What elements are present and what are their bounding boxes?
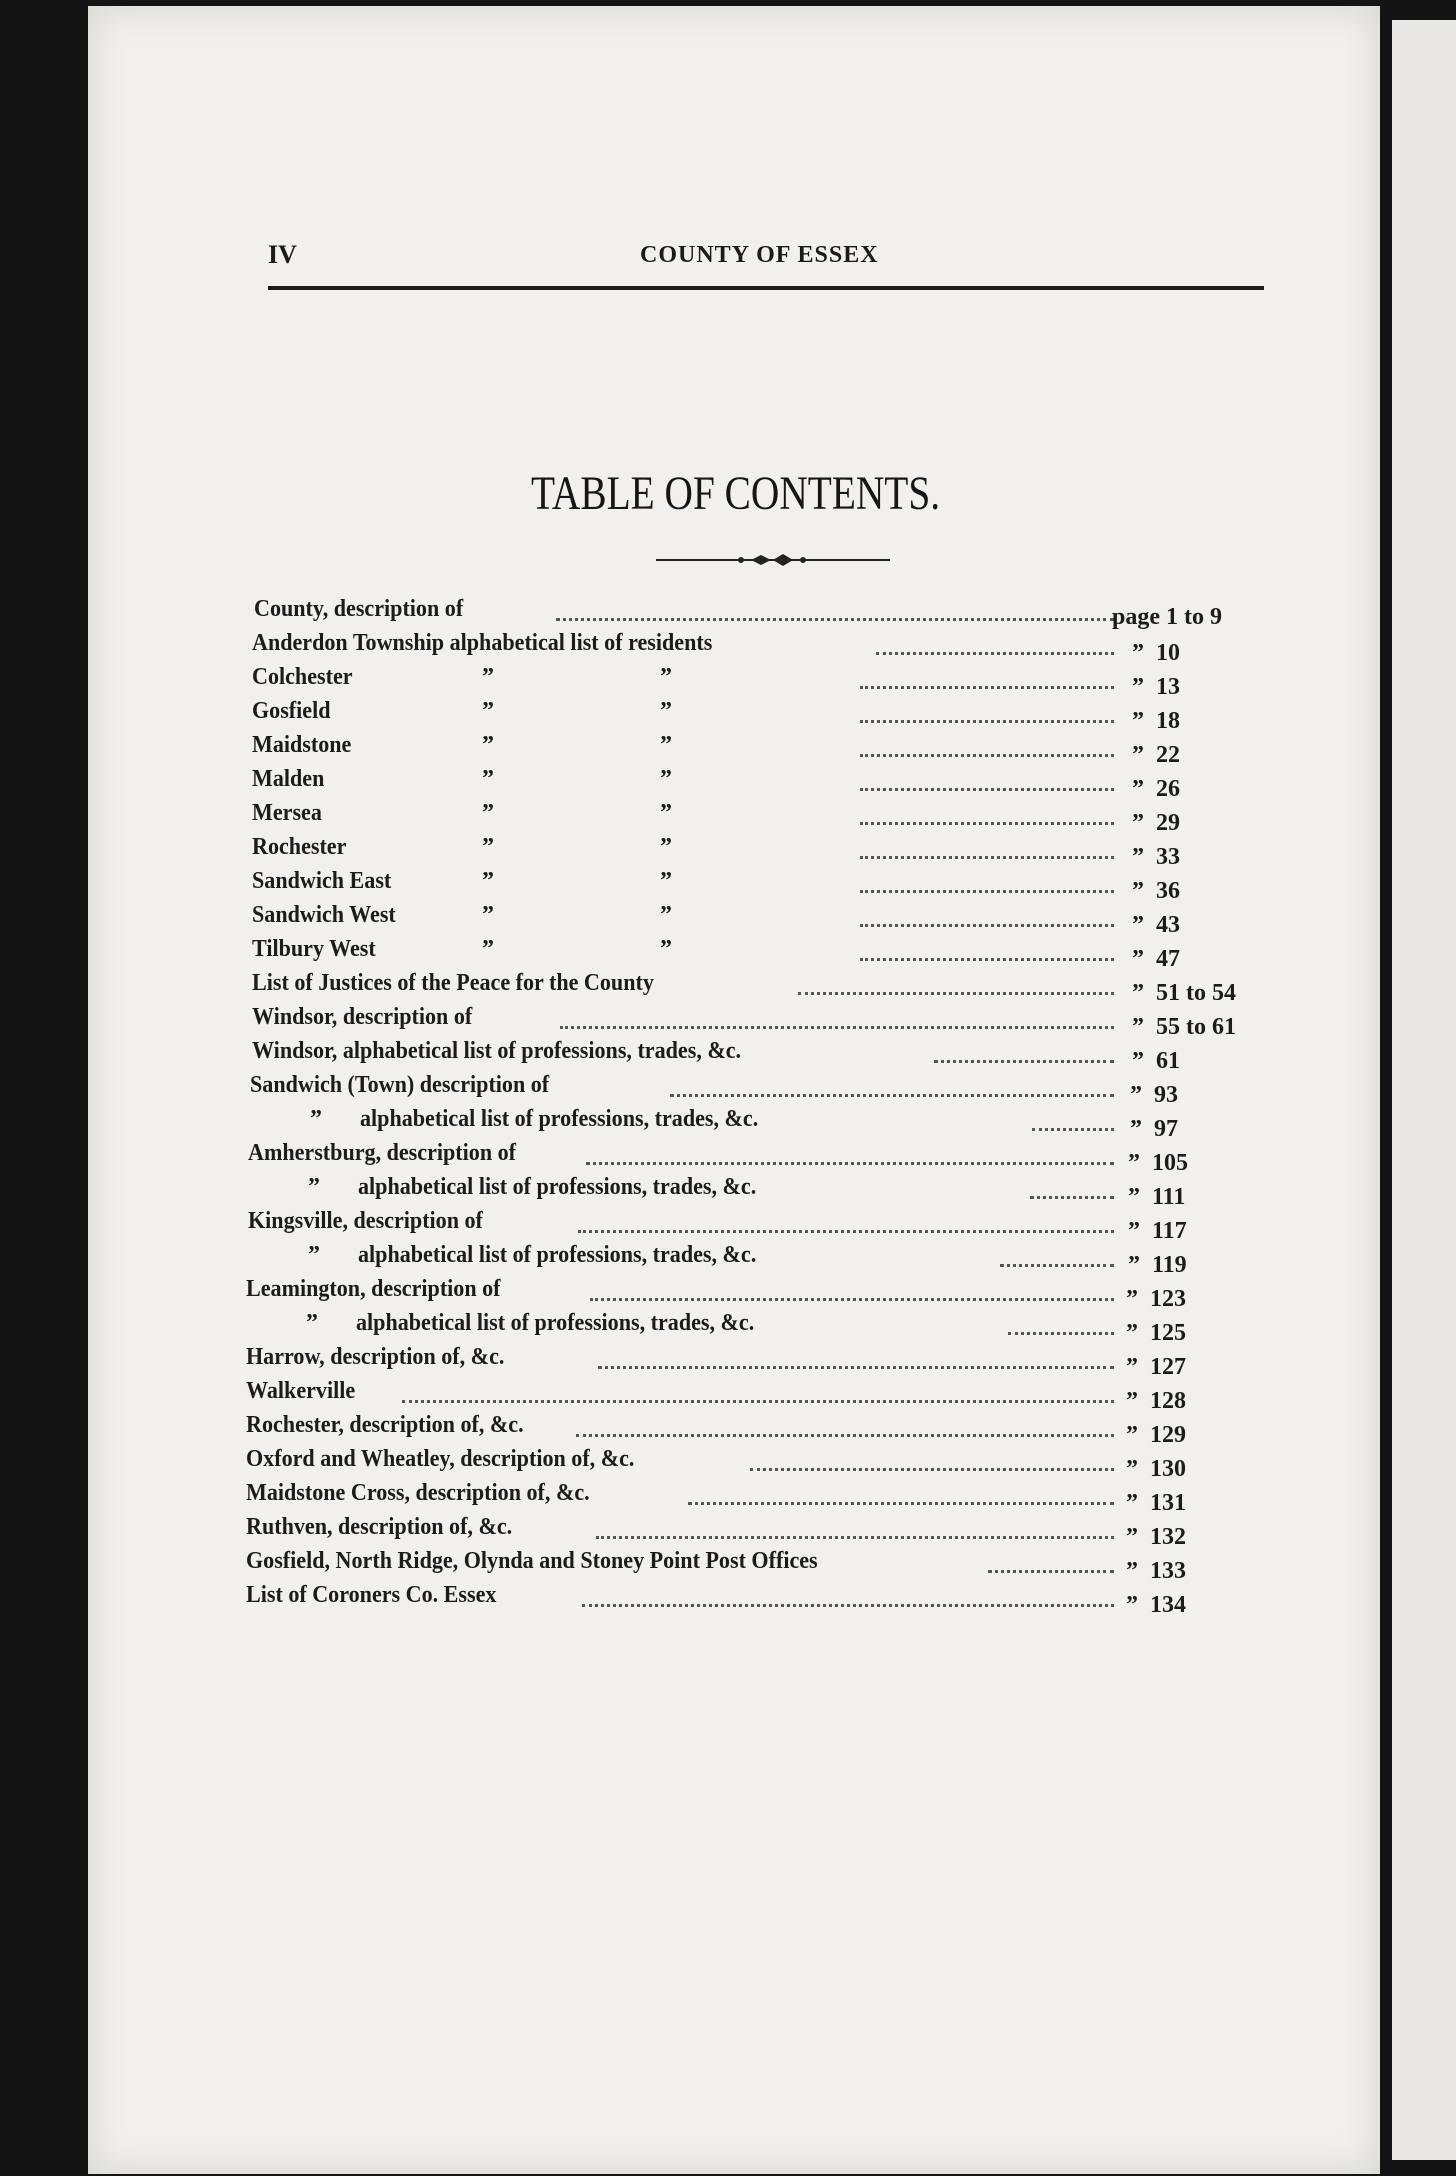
page-number-ref: 127 bbox=[1150, 1354, 1186, 1380]
toc-row bbox=[246, 1446, 1304, 1482]
toc-row bbox=[246, 1514, 1304, 1550]
ditto-mark: ” bbox=[660, 698, 672, 724]
page-number-ref: 29 bbox=[1156, 810, 1180, 836]
toc-row bbox=[254, 596, 1304, 630]
dot-leader bbox=[988, 1570, 1114, 1573]
toc-entry-text: alphabetical list of professions, trades, &c. bbox=[356, 1310, 755, 1336]
toc-entry-text: Colchester bbox=[252, 664, 353, 690]
dot-leader bbox=[798, 992, 1114, 995]
dot-leader bbox=[876, 652, 1114, 655]
dot-leader bbox=[860, 924, 1114, 927]
ditto-mark: ” bbox=[1132, 742, 1144, 768]
ditto-mark: ” bbox=[1130, 1082, 1142, 1108]
ditto-mark: ” bbox=[482, 800, 494, 826]
ditto-mark: ” bbox=[482, 732, 494, 758]
toc-entry-text: Windsor, description of bbox=[252, 1004, 473, 1030]
dot-leader bbox=[1000, 1264, 1114, 1267]
page-number-ref: 51 to 54 bbox=[1156, 980, 1236, 1006]
toc-row bbox=[254, 902, 1304, 936]
toc-row bbox=[246, 1582, 1304, 1618]
page-number-ref: 47 bbox=[1156, 946, 1180, 972]
ditto-mark: ” bbox=[482, 834, 494, 860]
page-number-ref: 131 bbox=[1150, 1490, 1186, 1516]
toc-entry-text: Sandwich (Town) description of bbox=[250, 1072, 550, 1098]
toc-row bbox=[248, 1208, 1304, 1244]
toc-entry-text: Walkerville bbox=[246, 1378, 356, 1404]
toc-entry-text: alphabetical list of professions, trades, &c. bbox=[358, 1174, 757, 1200]
page-number-ref: 43 bbox=[1156, 912, 1180, 938]
ditto-mark: ” bbox=[660, 936, 672, 962]
page-number-ref: 130 bbox=[1150, 1456, 1186, 1482]
page-number-ref: 119 bbox=[1152, 1252, 1187, 1278]
page-number-ref: 133 bbox=[1150, 1558, 1186, 1584]
toc-row bbox=[246, 1344, 1304, 1380]
toc-entry-text: List of Coroners Co. Essex bbox=[246, 1582, 497, 1608]
ditto-mark: ” bbox=[660, 834, 672, 860]
ditto-mark: ” bbox=[1128, 1184, 1140, 1210]
toc-row bbox=[246, 1276, 1304, 1312]
ditto-mark: ” bbox=[1132, 878, 1144, 904]
ditto-mark: ” bbox=[1132, 640, 1144, 666]
toc-row bbox=[254, 630, 1304, 664]
page-title: TABLE OF CONTENTS. bbox=[531, 467, 941, 520]
ditto-mark: ” bbox=[1128, 1150, 1140, 1176]
ditto-mark: ” bbox=[1126, 1558, 1138, 1584]
ditto-mark: ” bbox=[1126, 1456, 1138, 1482]
page-number-ref: 13 bbox=[1156, 674, 1180, 700]
dot-leader bbox=[860, 720, 1114, 723]
page-number-ref: 36 bbox=[1156, 878, 1180, 904]
ditto-mark: ” bbox=[1126, 1592, 1138, 1618]
toc-entry-text: Sandwich West bbox=[252, 902, 396, 928]
dot-leader bbox=[402, 1400, 1114, 1403]
running-head: COUNTY OF ESSEX bbox=[640, 242, 879, 268]
ditto-mark: ” bbox=[1126, 1524, 1138, 1550]
ditto-mark: ” bbox=[1132, 1014, 1144, 1040]
dot-leader bbox=[596, 1536, 1114, 1539]
toc-row bbox=[254, 1174, 1304, 1208]
toc-row bbox=[254, 800, 1304, 834]
ditto-mark: ” bbox=[1132, 912, 1144, 938]
ditto-mark: ” bbox=[1126, 1320, 1138, 1346]
dot-leader bbox=[860, 890, 1114, 893]
ditto-mark: ” bbox=[1132, 810, 1144, 836]
dot-leader bbox=[578, 1230, 1114, 1233]
ditto-mark: ” bbox=[1132, 980, 1144, 1006]
ditto-mark: ” bbox=[660, 664, 672, 690]
dot-leader bbox=[576, 1434, 1114, 1437]
toc-row bbox=[246, 1480, 1304, 1516]
adjacent-page-edge bbox=[1392, 20, 1456, 2160]
toc-row bbox=[254, 868, 1304, 902]
toc-entry-text: Harrow, description of, &c. bbox=[246, 1344, 505, 1370]
page-number: IV bbox=[268, 240, 297, 269]
page-number-ref: 117 bbox=[1152, 1218, 1187, 1244]
toc-entry-text: Tilbury West bbox=[252, 936, 376, 962]
toc-entry-text: Anderdon Township alphabetical list of residents bbox=[252, 630, 713, 656]
ditto-mark: ” bbox=[482, 698, 494, 724]
dot-leader bbox=[560, 1026, 1114, 1029]
toc-entry-text: Rochester bbox=[252, 834, 347, 860]
toc-row bbox=[254, 766, 1304, 800]
toc-row bbox=[246, 1378, 1304, 1414]
toc-row bbox=[254, 664, 1304, 698]
ditto-mark: ” bbox=[308, 1174, 320, 1200]
toc-row bbox=[254, 732, 1304, 766]
page-header bbox=[268, 240, 1258, 280]
toc-entry-text: Sandwich East bbox=[252, 868, 392, 894]
page-number-ref: 61 bbox=[1156, 1048, 1180, 1074]
toc-entry-text: alphabetical list of professions, trades, &c. bbox=[358, 1242, 757, 1268]
page-number-ref: 123 bbox=[1150, 1286, 1186, 1312]
page-number-ref: 132 bbox=[1150, 1524, 1186, 1550]
dot-leader bbox=[860, 788, 1114, 791]
ditto-mark: ” bbox=[1132, 1048, 1144, 1074]
ditto-mark: ” bbox=[1126, 1354, 1138, 1380]
dot-leader bbox=[1032, 1128, 1114, 1131]
ditto-mark: ” bbox=[1132, 674, 1144, 700]
ditto-mark: ” bbox=[482, 936, 494, 962]
page-number-ref: 128 bbox=[1150, 1388, 1186, 1414]
ditto-mark: ” bbox=[1126, 1388, 1138, 1414]
toc-row bbox=[246, 1412, 1304, 1448]
toc-entry-text: Maidstone bbox=[252, 732, 352, 758]
ditto-mark: ” bbox=[482, 766, 494, 792]
toc-row bbox=[254, 970, 1304, 1004]
ditto-mark: ” bbox=[1132, 946, 1144, 972]
ditto-mark: ” bbox=[1132, 708, 1144, 734]
toc-row bbox=[254, 1004, 1304, 1038]
dot-leader bbox=[590, 1298, 1114, 1301]
toc-entry-text: Amherstburg, description of bbox=[248, 1140, 517, 1166]
toc-entry-text: Leamington, description of bbox=[246, 1276, 501, 1302]
toc-entry-text: alphabetical list of professions, trades, &c. bbox=[360, 1106, 759, 1132]
page-number-ref: 93 bbox=[1154, 1082, 1178, 1108]
dot-leader bbox=[860, 754, 1114, 757]
ornament-divider bbox=[656, 552, 890, 568]
toc-entry-text: Malden bbox=[252, 766, 325, 792]
dot-leader bbox=[750, 1468, 1114, 1471]
toc-entry-text: Oxford and Wheatley, description of, &c. bbox=[246, 1446, 635, 1472]
ditto-mark: ” bbox=[1128, 1252, 1140, 1278]
dot-leader bbox=[556, 618, 1114, 621]
toc-row bbox=[254, 1038, 1304, 1072]
ditto-mark: ” bbox=[660, 800, 672, 826]
dot-leader bbox=[860, 958, 1114, 961]
toc-row bbox=[254, 834, 1304, 868]
page-number-ref: 97 bbox=[1154, 1116, 1178, 1142]
ditto-mark: ” bbox=[1130, 1116, 1142, 1142]
dot-leader bbox=[598, 1366, 1114, 1369]
ditto-mark: ” bbox=[1126, 1490, 1138, 1516]
ditto-mark: ” bbox=[1132, 844, 1144, 870]
dot-leader bbox=[582, 1604, 1114, 1607]
dot-leader bbox=[860, 856, 1114, 859]
page-number-ref: 134 bbox=[1150, 1592, 1186, 1618]
page-number-ref: 33 bbox=[1156, 844, 1180, 870]
ditto-mark: ” bbox=[308, 1242, 320, 1268]
toc-entry-text: Mersea bbox=[252, 800, 322, 826]
toc-entry-text: Kingsville, description of bbox=[248, 1208, 483, 1234]
dot-leader bbox=[934, 1060, 1114, 1063]
page-reference: page 1 to 9 bbox=[1112, 604, 1222, 630]
dot-leader bbox=[1008, 1332, 1114, 1335]
dot-leader bbox=[1030, 1196, 1114, 1199]
ditto-mark: ” bbox=[1132, 776, 1144, 802]
ditto-mark: ” bbox=[660, 868, 672, 894]
toc-entry-text: Rochester, description of, &c. bbox=[246, 1412, 524, 1438]
page-number-ref: 105 bbox=[1152, 1150, 1188, 1176]
toc-row bbox=[246, 1548, 1304, 1584]
dot-leader bbox=[688, 1502, 1114, 1505]
header-rule bbox=[268, 286, 1264, 290]
toc-entry-text: Gosfield, North Ridge, Olynda and Stoney Point Post Offices bbox=[246, 1548, 818, 1574]
toc-row bbox=[254, 1310, 1304, 1344]
toc-row bbox=[254, 936, 1304, 970]
toc-row bbox=[254, 1242, 1304, 1276]
ditto-mark: ” bbox=[660, 902, 672, 928]
dot-leader bbox=[860, 822, 1114, 825]
toc-row bbox=[248, 1140, 1304, 1176]
toc-entry-text: County, description of bbox=[254, 596, 464, 622]
page-number-ref: 18 bbox=[1156, 708, 1180, 734]
toc-entry-text: Maidstone Cross, description of, &c. bbox=[246, 1480, 590, 1506]
ditto-mark: ” bbox=[660, 766, 672, 792]
ditto-mark: ” bbox=[306, 1310, 318, 1336]
ditto-mark: ” bbox=[310, 1106, 322, 1132]
page-number-ref: 55 to 61 bbox=[1156, 1014, 1236, 1040]
toc-entry-text: Windsor, alphabetical list of professions, trades, &c. bbox=[252, 1038, 742, 1064]
page-number-ref: 125 bbox=[1150, 1320, 1186, 1346]
ditto-mark: ” bbox=[660, 732, 672, 758]
toc-entry-text: Gosfield bbox=[252, 698, 331, 724]
ditto-mark: ” bbox=[482, 902, 494, 928]
toc-row bbox=[254, 698, 1304, 732]
dot-leader bbox=[860, 686, 1114, 689]
page-number-ref: 10 bbox=[1156, 640, 1180, 666]
ditto-mark: ” bbox=[482, 868, 494, 894]
page-number-ref: 26 bbox=[1156, 776, 1180, 802]
page-number-ref: 111 bbox=[1152, 1184, 1186, 1210]
toc-entry-text: Ruthven, description of, &c. bbox=[246, 1514, 513, 1540]
ditto-mark: ” bbox=[1128, 1218, 1140, 1244]
page-number-ref: 129 bbox=[1150, 1422, 1186, 1448]
dot-leader bbox=[586, 1162, 1114, 1165]
toc-entry-text: List of Justices of the Peace for the County bbox=[252, 970, 654, 996]
toc-row bbox=[254, 1106, 1304, 1140]
ditto-mark: ” bbox=[1126, 1286, 1138, 1312]
ditto-mark: ” bbox=[482, 664, 494, 690]
dot-leader bbox=[670, 1094, 1114, 1097]
toc-row bbox=[250, 1072, 1304, 1108]
page-number-ref: 22 bbox=[1156, 742, 1180, 768]
ditto-mark: ” bbox=[1126, 1422, 1138, 1448]
